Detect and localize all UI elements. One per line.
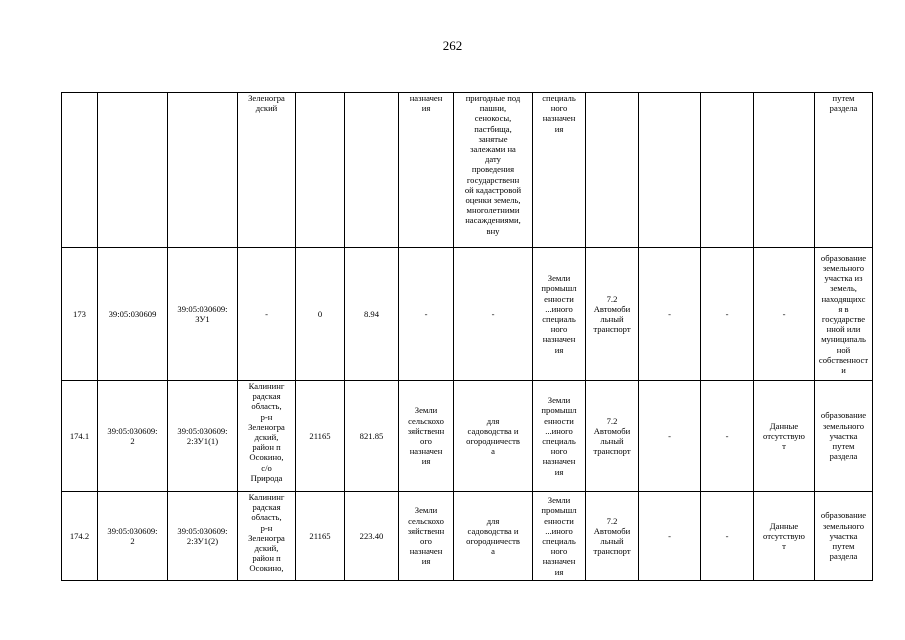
cell-land-category: Земли сельскохо зяйственн ого назначен ия xyxy=(399,381,454,492)
cell-permitted-use: для садоводства и огородничеств а xyxy=(454,492,533,581)
cell-area-total: 21165 xyxy=(296,381,345,492)
cell-no: 174.1 xyxy=(62,381,98,492)
cell-no: 174.2 xyxy=(62,492,98,581)
table-row xyxy=(62,93,873,248)
cell-new-category: Земли промышл енности ...иного специаль ного назначен ия xyxy=(533,248,586,381)
cell-col11: - xyxy=(639,381,701,492)
cell-permitted-use: пригодные под пашни, сенокосы, пастбища, занятые залежами на дату проведения государственн ой кадастровой оценки земель, многолетними насаждениями, вну xyxy=(454,93,533,248)
table-row xyxy=(62,248,873,381)
cell-col12 xyxy=(701,93,754,248)
cell-area-part: 8.94 xyxy=(345,248,399,381)
page-number: 262 xyxy=(442,38,463,53)
table-row xyxy=(62,381,873,492)
cell-area-part: 821.85 xyxy=(345,381,399,492)
cell-land-category: назначен ия xyxy=(399,93,454,248)
cell-col12: - xyxy=(701,248,754,381)
cell-area-part: 223.40 xyxy=(345,492,399,581)
cell-cadastral-quarter: 39:05:030609 xyxy=(98,248,168,381)
cell-area-part xyxy=(345,93,399,248)
cell-land-category: Земли сельскохо зяйственн ого назначен ия xyxy=(399,492,454,581)
cell-formation-method: образование земельного участка из земель, находящихс я в государстве нной или муниципаль ной собственност и xyxy=(815,248,873,381)
cell-new-category: Земли промышл енности ...иного специаль ного назначен ия xyxy=(533,492,586,581)
cell-area-total xyxy=(296,93,345,248)
cell-permitted-use: для садоводства и огородничеств а xyxy=(454,381,533,492)
cell-area-total: 21165 xyxy=(296,492,345,581)
cell-col13 xyxy=(754,93,815,248)
cell-col11 xyxy=(639,93,701,248)
cell-new-use: 7.2 Автомоби льный транспорт xyxy=(586,492,639,581)
cell-col13: Данные отсутствую т xyxy=(754,492,815,581)
cell-col13: - xyxy=(754,248,815,381)
cell-address: Калининг радская область, р-н Зеленогра дский, район п Осокино, xyxy=(238,492,296,581)
cell-formation-method: путем раздела xyxy=(815,93,873,248)
cell-address: Зеленогра дский xyxy=(238,93,296,248)
land-plots-table xyxy=(61,92,873,581)
cell-col11: - xyxy=(639,492,701,581)
cell-cadastral-quarter: 39:05:030609: 2 xyxy=(98,381,168,492)
cell-no: 173 xyxy=(62,248,98,381)
cell-new-category: Земли промышл енности ...иного специаль ного назначен ия xyxy=(533,381,586,492)
cell-new-use: 7.2 Автомоби льный транспорт xyxy=(586,248,639,381)
cell-new-use xyxy=(586,93,639,248)
cell-address: Калининг радская область, р-н Зеленогра дский, район п Осокино, с/о Природа xyxy=(238,381,296,492)
cell-plot-number: 39:05:030609: ЗУ1 xyxy=(168,248,238,381)
cell-col12: - xyxy=(701,381,754,492)
cell-cadastral-quarter xyxy=(98,93,168,248)
cell-formation-method: образование земельного участка путем раздела xyxy=(815,381,873,492)
cell-land-category: - xyxy=(399,248,454,381)
cell-plot-number xyxy=(168,93,238,248)
cell-address: - xyxy=(238,248,296,381)
cell-new-category: специаль ного назначен ия xyxy=(533,93,586,248)
cell-col13: Данные отсутствую т xyxy=(754,381,815,492)
cell-cadastral-quarter: 39:05:030609: 2 xyxy=(98,492,168,581)
cell-plot-number: 39:05:030609: 2:ЗУ1(1) xyxy=(168,381,238,492)
table-row xyxy=(62,492,873,581)
cell-area-total: 0 xyxy=(296,248,345,381)
cell-plot-number: 39:05:030609: 2:ЗУ1(2) xyxy=(168,492,238,581)
cell-col11: - xyxy=(639,248,701,381)
cell-new-use: 7.2 Автомоби льный транспорт xyxy=(586,381,639,492)
cell-formation-method: образование земельного участка путем раздела xyxy=(815,492,873,581)
cell-no xyxy=(62,93,98,248)
cell-col12: - xyxy=(701,492,754,581)
cell-permitted-use: - xyxy=(454,248,533,381)
